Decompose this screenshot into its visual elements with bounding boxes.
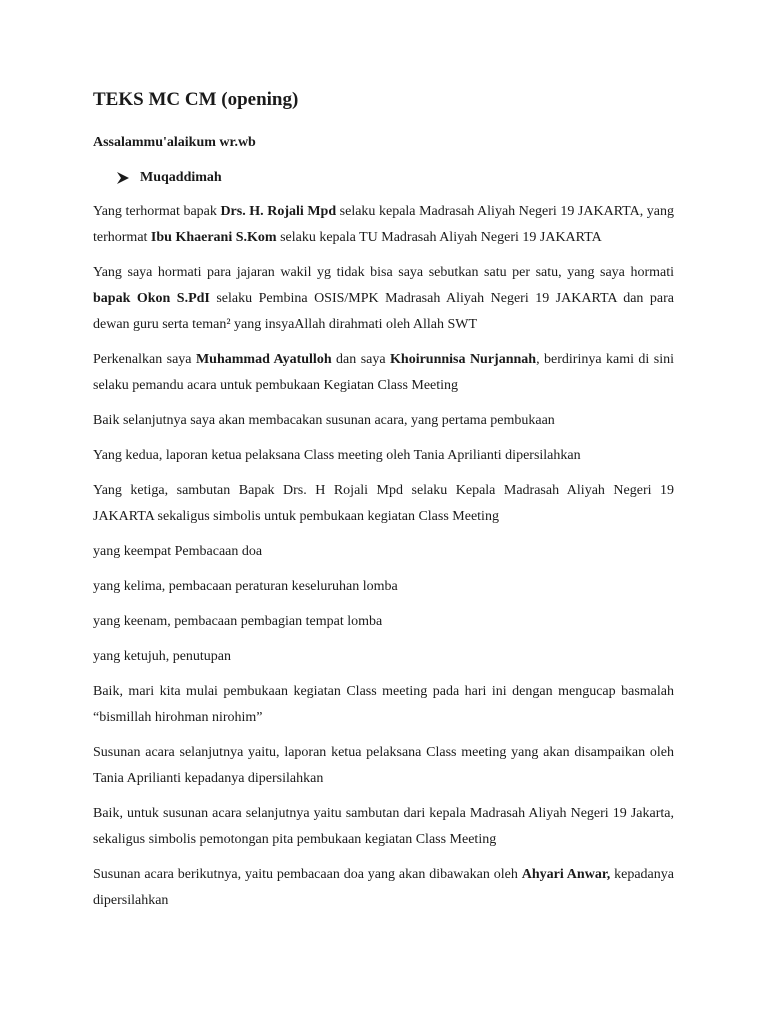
body-paragraphs [93,199,674,914]
text-run: yang keenam, pembacaan pembagian tempat lomba [93,614,383,629]
document-title: TEKS MC CM (opening) [93,89,299,110]
paragraph [93,478,674,530]
text-run: , berdirinya kami di sini selaku pemandu acara untuk pembukaan Kegiatan Class Meeting [93,352,674,393]
arrowhead-bullet-icon [116,171,140,185]
bold-text: Khoirunnisa Nurjannah [390,352,537,367]
paragraph [93,679,674,731]
paragraph [93,644,674,670]
paragraph [93,347,674,399]
section-heading-label: Muqaddimah [140,170,222,185]
text-run: yang kelima, pembacaan peraturan keseluruhan lomba [93,579,398,594]
bold-text: bapak Okon S.PdI [93,291,210,306]
text-run: Yang ketiga, sambutan Bapak Drs. H Rojali Mpd selaku Kepala Madrasah Aliyah Negeri 19 JAKARTA sekaligus simbolis untuk pembukaan kegiatan Class Meeting [93,483,674,524]
text-run: Susunan acara selanjutnya yaitu, laporan ketua pelaksana Class meeting yang akan disampaikan oleh Tania Aprilianti kepadanya dipersilahkan [93,745,674,786]
text-run: Baik selanjutnya saya akan membacakan susunan acara, yang pertama pembukaan [93,413,555,428]
text-run: selaku kepala TU Madrasah Aliyah Negeri 19 JAKARTA [276,230,602,245]
text-run: Baik, untuk susunan acara selanjutnya yaitu sambutan dari kepala Madrasah Aliyah Negeri 19 Jakarta, sekaligus simbolis pemotongan pita pembukaan kegiatan Class Meeting [93,806,674,847]
bold-text: Ibu Khaerani S.Kom [150,230,277,245]
text-run: Baik, mari kita mulai pembukaan kegiatan Class meeting pada hari ini dengan mengucap basmalah “bismillah hirohman nirohim” [93,684,674,725]
paragraph [93,408,674,434]
paragraph [93,801,674,853]
bold-text: Muhammad Ayatulloh [195,352,332,367]
text-run: Yang terhormat bapak [93,204,221,219]
bold-text: Ahyari Anwar, [521,867,611,882]
text-run: dan saya [331,352,391,367]
paragraph [93,609,674,635]
bold-text: Drs. H. Rojali Mpd [220,204,337,219]
paragraph [93,260,674,338]
section-heading [93,168,674,188]
text-run: selaku Pembina OSIS/MPK Madrasah Aliyah Negeri 19 JAKARTA dan para dewan guru serta teman² yang insyaAllah dirahmati oleh Allah SWT [93,291,674,332]
paragraph [93,740,674,792]
paragraph [93,539,674,565]
text-run: Perkenalkan saya [93,352,196,367]
text-run: Yang kedua, laporan ketua pelaksana Class meeting oleh Tania Aprilianti dipersilahkan [93,448,581,463]
greeting-line: Assalammu'alaikum wr.wb [93,135,256,150]
text-run: yang ketujuh, penutupan [93,649,232,664]
paragraph [93,199,674,251]
text-run: Susunan acara berikutnya, yaitu pembacaan doa yang akan dibawakan oleh [93,867,522,882]
text-run: yang keempat Pembacaan doa [93,544,263,559]
text-run: Yang saya hormati para jajaran wakil yg tidak bisa saya sebutkan satu per satu, yang saya hormati [93,265,674,280]
paragraph [93,443,674,469]
text-run: kepadanya dipersilahkan [93,867,674,908]
text-run: selaku kepala Madrasah Aliyah Negeri 19 JAKARTA, yang terhormat [93,204,674,245]
paragraph [93,862,674,914]
paragraph [93,574,674,600]
